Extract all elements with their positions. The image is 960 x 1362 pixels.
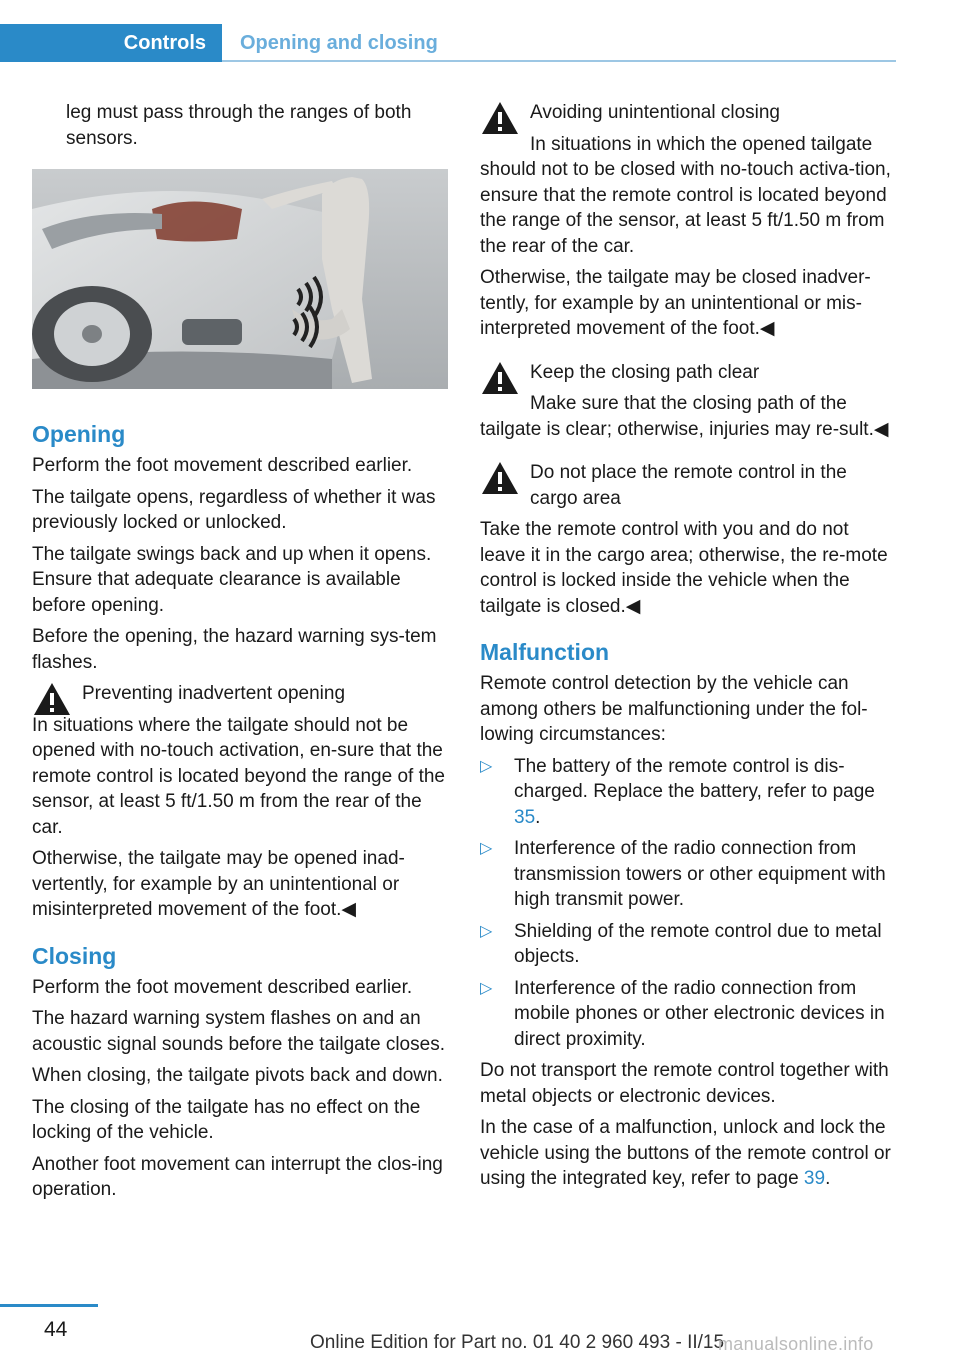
warning-block (480, 360, 892, 443)
paragraph: The tailgate opens, regardless of whether it was previously locked or unlocked. (32, 486, 436, 533)
warning-title: Preventing inadvertent opening (82, 683, 346, 704)
bullet-triangle-icon: ▷ (480, 922, 493, 940)
page-number: 44 (44, 1318, 68, 1341)
paragraph: Perform the foot movement described earlier. (32, 455, 413, 476)
warning-triangle-icon (480, 460, 520, 496)
warning-block (32, 681, 452, 840)
paragraph: In the case of a malfunction, unlock and lock the vehicle using the buttons of the remote control or using the integrated key, refer to page 39. (480, 1117, 891, 1189)
footer-divider (0, 1304, 98, 1307)
warning-title: Keep the closing path clear (530, 361, 760, 383)
bullet-triangle-icon: ▷ (480, 840, 493, 857)
section-tab[interactable] (0, 24, 222, 62)
paragraph-text: In the case of a malfunction, unlock and lock the vehicle using the buttons of the remote control or using the integrated key, refer to page (480, 1117, 891, 1189)
warning-text (480, 391, 892, 442)
paragraph: When closing, the tailgate pivots back and down. (32, 1065, 443, 1086)
intro-line: leg must pass through the ranges of both (66, 102, 412, 123)
list-item-text: Interference of the radio connection from mobile phones or other electronic devices in direct proximity. (514, 977, 885, 1050)
bullet-triangle-icon: ▷ (480, 979, 493, 997)
paragraph: The tailgate swings back and up when it opens. Ensure that adequate clearance is available before opening. (32, 543, 432, 616)
paragraph: Otherwise, the tailgate may be closed inadver‐tently, for example by an unintentional or mis‐interpreted movement of the foot.◀ (480, 267, 871, 339)
list-item-text: Shielding of the remote control due to metal objects. (514, 920, 882, 967)
warning-triangle-icon (32, 681, 72, 717)
list-item: ▷ The battery of the remote control is dis‐charged. Replace the battery, refer to page 35. (480, 755, 875, 828)
warning-text-content: Make sure that the closing path of the tailgate is clear; otherwise, injuries may re‐sult.◀ (480, 393, 889, 440)
subsection-tab[interactable] (240, 24, 438, 62)
edition-note: Online Edition for Part no. 01 40 2 960 493 - II/15 (310, 1332, 725, 1353)
paragraph: Otherwise, the tailgate may be opened inad‐vertently, for example by an unintentional or misinterpreted movement of the foot.◀ (32, 848, 405, 920)
warning-text-content: In situations where the tailgate should not be opened with no-touch activation, en‐sure that the remote control is located beyond the range of the sensor, at least 5 ft/1.50 m from the rear of the car. (32, 714, 445, 838)
section-tab-label: Controls (123, 31, 206, 54)
paragraph: Another foot movement can interrupt the clos‐ing operation. (32, 1153, 443, 1200)
malfunction-heading: Malfunction (480, 639, 610, 665)
list-item (480, 836, 892, 913)
intro-line: sensors. (66, 127, 138, 149)
page-header (0, 0, 960, 62)
warning-triangle-icon (480, 360, 520, 396)
watermark: manualsonline.info (718, 1334, 874, 1354)
header-divider (222, 60, 896, 62)
closing-heading: Closing (32, 942, 117, 969)
bullet-triangle-icon: ▷ (480, 757, 493, 775)
paragraph: The hazard warning system flashes on and an acoustic signal sounds before the tailgate closes. (32, 1008, 445, 1055)
page-reference-link[interactable]: 39 (803, 1168, 826, 1189)
warning-block (480, 100, 892, 259)
paragraph: Perform the foot movement described earlier. (32, 976, 413, 998)
list-item-text: Interference of the radio connection from transmission towers or other equipment with high transmit power. (514, 838, 886, 910)
warning-title: Do not place the remote control in the cargo area (530, 462, 847, 509)
malfunction-list (480, 754, 892, 1053)
warning-title: Avoiding unintentional closing (530, 102, 780, 123)
warning-triangle-icon (480, 100, 520, 136)
right-column (480, 100, 892, 1198)
list-item (480, 976, 892, 1053)
list-item (480, 919, 892, 970)
left-column (32, 100, 452, 1209)
page-reference-link[interactable]: 35 (514, 806, 536, 828)
paragraph: Take the remote control with you and do not leave it in the cargo area; otherwise, the re‐mote control is locked inside the vehicle when the tailgate is closed.◀ (480, 519, 888, 617)
list-item-text: The battery of the remote control is dis‐charged. Replace the battery, refer to page (514, 755, 875, 802)
paragraph: Do not transport the remote control together with metal objects or electronic devices. (480, 1060, 889, 1107)
paragraph: The closing of the tailgate has no effect on the locking of the vehicle. (32, 1096, 421, 1143)
warning-text (32, 713, 452, 841)
paragraph: Remote control detection by the vehicle can among others be malfunctioning under the fol‐lowing circumstances: (480, 673, 868, 745)
warning-text-content: In situations in which the opened tailgate should not to be closed with no-touch activa‐tion, ensure that the remote control is located beyond the range of the sensor, at least 5 ft/1.50 m from the rear of the car. (480, 133, 891, 257)
opening-heading: Opening (32, 421, 126, 447)
warning-block (480, 460, 892, 511)
warning-text (480, 132, 892, 260)
paragraph: Before the opening, the hazard warning sys‐tem flashes. (32, 626, 437, 673)
tailgate-foot-sensor-illustration (32, 169, 448, 389)
subsection-tab-label: Opening and closing (240, 31, 438, 54)
